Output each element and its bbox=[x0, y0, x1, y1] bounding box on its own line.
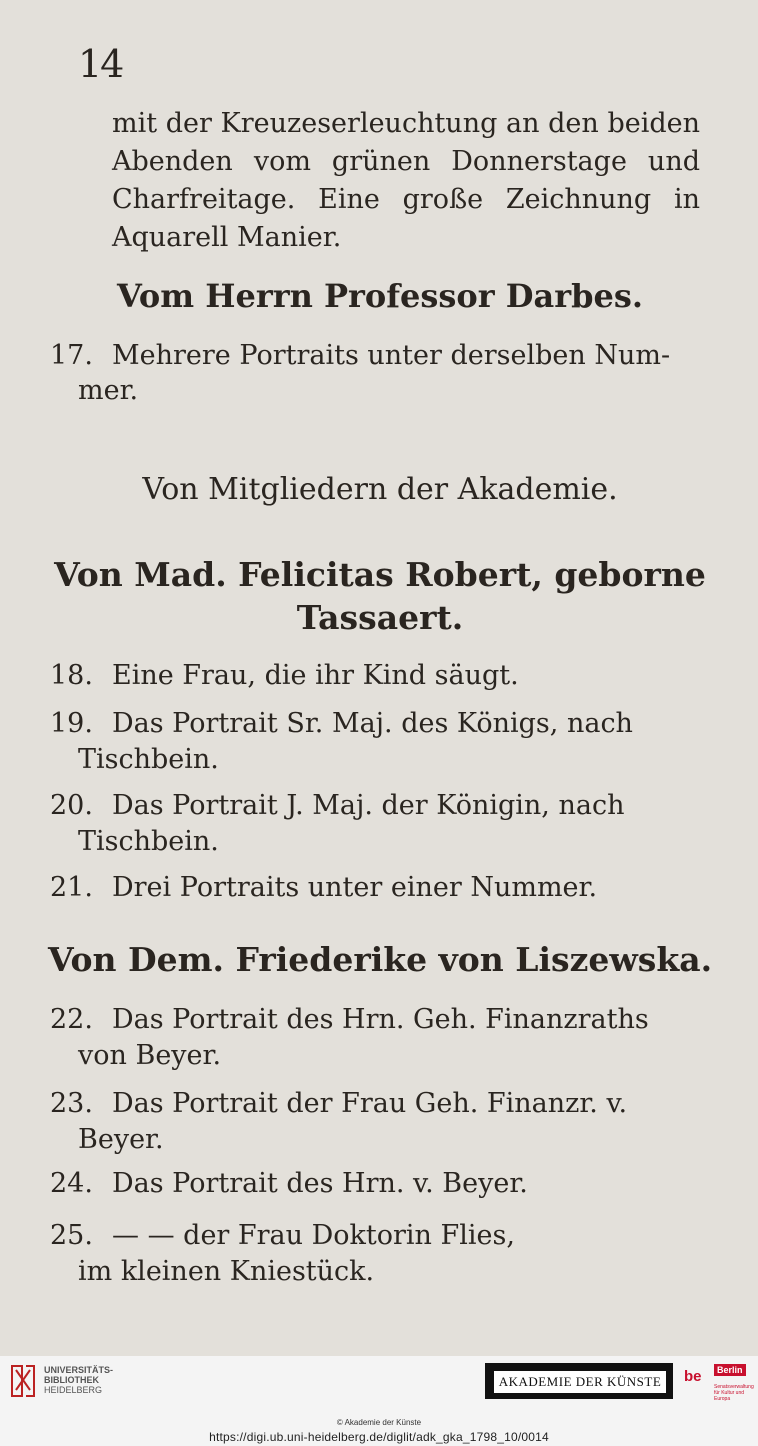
item-19-continuation: Tischbein. bbox=[78, 744, 219, 775]
berlin-be-text: be bbox=[684, 1368, 702, 1385]
item-text: Das Portrait Sr. Maj. des Königs, nach bbox=[112, 708, 633, 739]
item-number: 18. bbox=[50, 660, 93, 691]
item-text: Mehrere Portraits unter derselben Num- bbox=[112, 340, 671, 371]
item-number: 23. bbox=[50, 1088, 93, 1119]
ub-line-2: BIBLIOTHEK bbox=[44, 1375, 99, 1385]
list-item-19 bbox=[50, 708, 700, 739]
item-text: Eine Frau, die ihr Kind säugt. bbox=[112, 660, 519, 691]
section-heading-robert-line-1: Von Mad. Felicitas Robert, geborne bbox=[54, 555, 706, 594]
ub-heidelberg-logo-icon[interactable] bbox=[8, 1362, 38, 1400]
list-item-24 bbox=[50, 1168, 700, 1199]
item-text: Das Portrait des Hrn. v. Beyer. bbox=[112, 1168, 528, 1199]
item-text: Das Portrait des Hrn. Geh. Finanzraths bbox=[112, 1004, 649, 1035]
viewer-footer bbox=[0, 1356, 758, 1446]
item-number: 19. bbox=[50, 708, 93, 739]
section-heading-liszewska: Von Dem. Friederike von Liszewska. bbox=[47, 940, 713, 979]
ub-line-1: UNIVERSITÄTS- bbox=[44, 1365, 114, 1375]
berlin-senate-logo[interactable] bbox=[684, 1362, 754, 1402]
page-number: 14 bbox=[78, 42, 123, 86]
list-item-22 bbox=[50, 1004, 700, 1035]
berlin-tag: Berlin bbox=[714, 1364, 746, 1376]
akademie-der-kuenste-logo[interactable] bbox=[485, 1363, 673, 1399]
item-number: 20. bbox=[50, 790, 93, 821]
intro-line-3: Charfreitage. Eine große Zeichnung in bbox=[112, 184, 700, 215]
list-item-21 bbox=[50, 872, 700, 903]
section-heading-mitglieder: Von Mitgliedern der Akademie. bbox=[142, 472, 618, 507]
ub-heidelberg-label[interactable] bbox=[44, 1365, 113, 1395]
item-text: Das Portrait der Frau Geh. Finanzr. v. bbox=[112, 1088, 628, 1119]
section-heading-darbes: Vom Herrn Professor Darbes. bbox=[117, 277, 643, 315]
item-text: Drei Portraits unter einer Nummer. bbox=[112, 872, 598, 903]
adk-label: AKADEMIE DER KÜNSTE bbox=[493, 1370, 667, 1394]
ub-line-3: HEIDELBERG bbox=[44, 1385, 103, 1395]
item-25-continuation: im kleinen Kniestück. bbox=[78, 1256, 375, 1287]
copyright-notice: © Akademie der Künste bbox=[336, 1418, 422, 1427]
item-number: 24. bbox=[50, 1168, 93, 1199]
item-number: 22. bbox=[50, 1004, 93, 1035]
list-item-17 bbox=[50, 340, 700, 371]
item-text: Das Portrait J. Maj. der Königin, nach bbox=[112, 790, 625, 821]
item-number: 17. bbox=[50, 340, 93, 371]
intro-line-1: mit der Kreuzeserleuchtung an den beiden bbox=[112, 108, 700, 139]
item-17-continuation: mer. bbox=[78, 375, 139, 406]
item-22-continuation: von Beyer. bbox=[78, 1040, 222, 1071]
section-heading-robert-line-2: Tassaert. bbox=[296, 598, 464, 637]
list-item-20 bbox=[50, 790, 700, 821]
permalink-url[interactable]: https://digi.ub.uni-heidelberg.de/diglit/adk_gka_1798_10/0014 bbox=[209, 1430, 549, 1444]
item-text: — — der Frau Doktorin Flies, bbox=[112, 1220, 515, 1251]
item-20-continuation: Tischbein. bbox=[78, 826, 219, 857]
list-item-25 bbox=[50, 1220, 700, 1251]
intro-line-2: Abenden vom grünen Donnerstage und bbox=[112, 146, 700, 177]
intro-line-4: Aquarell Manier. bbox=[112, 222, 342, 253]
berlin-subtitle: Senatsverwaltung für Kultur und Europa bbox=[714, 1384, 754, 1402]
list-item-18 bbox=[50, 660, 700, 691]
item-23-continuation: Beyer. bbox=[78, 1124, 164, 1155]
item-number: 25. bbox=[50, 1220, 93, 1251]
list-item-23 bbox=[50, 1088, 700, 1119]
item-number: 21. bbox=[50, 872, 93, 903]
